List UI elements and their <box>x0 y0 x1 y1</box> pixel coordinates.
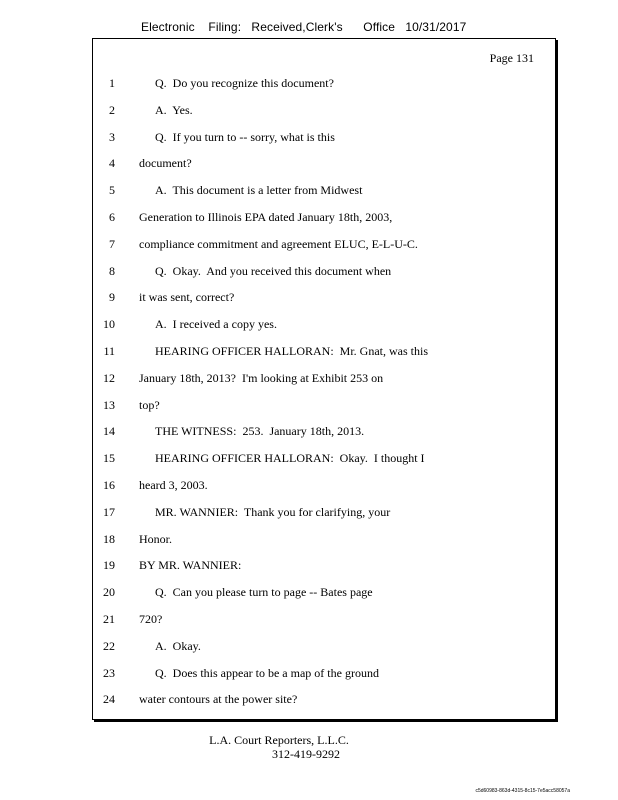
transcript-line <box>93 371 553 387</box>
line-text: Honor. <box>139 531 172 546</box>
transcript-line <box>93 130 553 146</box>
line-text: top? <box>139 397 160 412</box>
transcript-line <box>93 558 553 574</box>
line-number: 22 <box>103 638 115 653</box>
filing-stamp-header: Electronic Filing: Received,Clerk's Office 10/31/2017 <box>141 20 467 34</box>
line-text: HEARING OFFICER HALLORAN: Mr. Gnat, was this <box>155 344 428 358</box>
line-text: document? <box>139 156 192 171</box>
line-number: 20 <box>103 585 115 600</box>
line-number: 9 <box>109 290 115 305</box>
transcript-line <box>93 666 553 682</box>
line-number: 17 <box>103 504 115 519</box>
transcript-line <box>93 692 553 708</box>
line-number: 10 <box>103 317 115 332</box>
transcript-line <box>93 505 553 521</box>
footer-company: L.A. Court Reporters, L.L.C. <box>209 733 349 747</box>
line-text: Q. If you turn to -- sorry, what is this <box>155 129 335 144</box>
line-text: BY MR. WANNIER: <box>139 558 242 573</box>
line-text: compliance commitment and agreement ELUC, E-L-U-C. <box>139 236 418 251</box>
line-text: A. This document is a letter from Midwest <box>155 183 363 198</box>
line-number: 18 <box>103 531 115 546</box>
line-text: Q. Do you recognize this document? <box>155 76 334 90</box>
transcript-line <box>93 424 553 440</box>
line-number: 1 <box>109 76 115 90</box>
transcript-line <box>93 317 553 333</box>
line-text: THE WITNESS: 253. January 18th, 2013. <box>155 424 365 439</box>
line-number: 5 <box>109 183 115 198</box>
transcript-line <box>93 344 553 360</box>
transcript-frame <box>92 38 556 720</box>
line-number: 4 <box>109 156 115 171</box>
line-text: water contours at the power site? <box>139 692 298 707</box>
transcript-line <box>93 237 553 253</box>
line-text: Q. Okay. And you received this document when <box>155 263 392 278</box>
transcript-line <box>93 183 553 199</box>
line-number: 8 <box>109 263 115 278</box>
line-text: Q. Can you please turn to page -- Bates page <box>155 585 373 600</box>
line-number: 2 <box>109 102 115 117</box>
transcript-line <box>93 451 553 467</box>
line-number: 3 <box>109 129 115 144</box>
transcript-line <box>93 639 553 655</box>
line-number: 15 <box>103 451 115 466</box>
line-number: 24 <box>103 692 115 707</box>
transcript-line <box>93 398 553 414</box>
transcript-line <box>93 103 553 119</box>
line-text: 720? <box>139 612 163 626</box>
transcript-line <box>93 290 553 306</box>
line-text: Generation to Illinois EPA dated January 18th, 2003, <box>139 210 393 224</box>
transcript-line <box>93 612 553 628</box>
document-hash: c5d60983-863d-4315-8c15-7e5acc58057a <box>475 788 570 794</box>
line-number: 13 <box>103 397 115 412</box>
line-number: 6 <box>109 210 115 224</box>
line-number: 23 <box>103 665 115 680</box>
line-text: January 18th, 2013? I'm looking at Exhibit 253 on <box>139 370 384 385</box>
line-number: 14 <box>103 424 115 439</box>
line-number: 19 <box>103 558 115 573</box>
line-text: heard 3, 2003. <box>139 478 208 492</box>
line-text: HEARING OFFICER HALLORAN: Okay. I thought I <box>155 451 425 466</box>
transcript-line <box>93 210 553 226</box>
line-number: 16 <box>103 478 115 492</box>
line-number: 7 <box>109 236 115 251</box>
transcript-line <box>93 264 553 280</box>
line-text: A. Okay. <box>155 638 201 653</box>
transcript-line <box>93 156 553 172</box>
transcript-line <box>93 532 553 548</box>
footer-phone: 312-419-9292 <box>272 747 340 761</box>
transcript-line <box>93 76 553 92</box>
line-text: MR. WANNIER: Thank you for clarifying, your <box>155 504 391 519</box>
line-number: 12 <box>103 370 115 385</box>
line-text: A. I received a copy yes. <box>155 317 277 332</box>
transcript-line <box>93 585 553 601</box>
line-text: A. Yes. <box>155 102 193 117</box>
page-number-label: Page 131 <box>489 51 534 65</box>
line-text: it was sent, correct? <box>139 290 235 305</box>
line-number: 11 <box>103 344 115 358</box>
transcript-line <box>93 478 553 494</box>
line-number: 21 <box>103 612 115 626</box>
line-text: Q. Does this appear to be a map of the ground <box>155 665 379 680</box>
